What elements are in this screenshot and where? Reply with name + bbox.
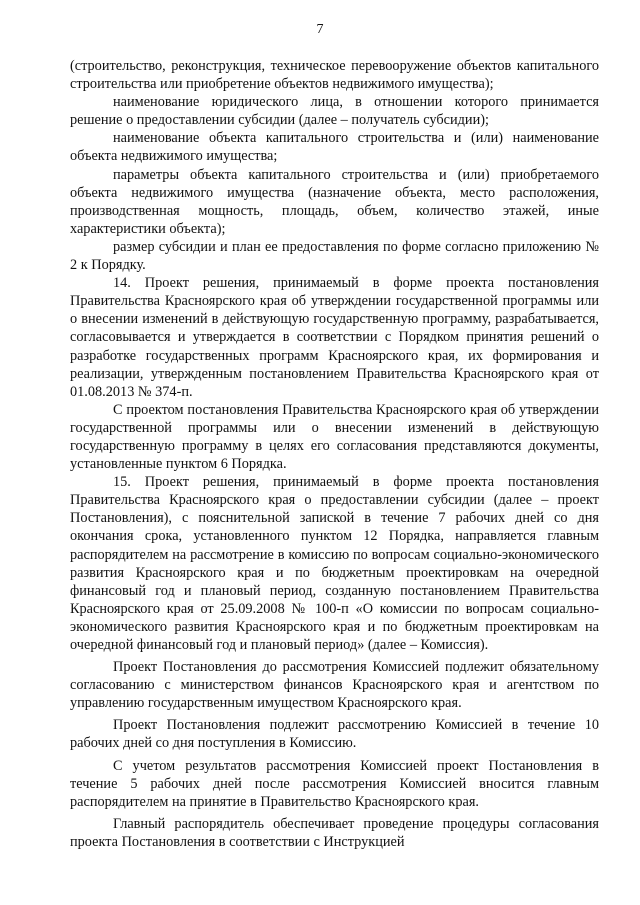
paragraph-object-parameters: параметры объекта капитального строительства и (или) приобретаемого объекта недвижимого имущества (назначение объекта, место расположения, производственная мощность, площадь, объем, количество этажей, иные характеристики объекта);: [70, 166, 599, 237]
paragraph-submission-to-government: С учетом результатов рассмотрения Комиссией проект Постановления в течение 5 рабочих дней после рассмотрения Комиссией вносится главным распорядителем на принятие в Правительство Красноярского края.: [70, 757, 599, 810]
paragraph-item-14-documents: С проектом постановления Правительства Красноярского края об утверждении государственной программы или о внесении изменений в действующую государственную программу в целях его согласования представляются документы, установленные пунктом 6 Порядка.: [70, 401, 599, 473]
paragraph-subsidy-size: размер субсидии и план ее предоставления по форме согласно приложению № 2 к Порядку.: [70, 238, 599, 274]
paragraph-approval-procedure: Главный распорядитель обеспечивает проведение процедуры согласования проекта Постановления в соответствии с Инструкцией: [70, 815, 599, 850]
paragraph-ministry-approval: Проект Постановления до рассмотрения Комиссией подлежит обязательному согласованию с министерством финансов Красноярского края и агентством по управлению государственным имуществом Красноярского края.: [70, 659, 599, 712]
paragraph-legal-entity-name: наименование юридического лица, в отношении которого принимается решение о предоставлении субсидии (далее – получатель субсидии);: [70, 94, 599, 129]
page-number: 7: [316, 22, 324, 37]
paragraph-commission-review: Проект Постановления подлежит рассмотрению Комиссией в течение 10 рабочих дней со дня поступления в Комиссию.: [70, 717, 599, 752]
paragraph-item-15: 15. Проект решения, принимаемый в форме проекта постановления Правительства Красноярского края о предоставлении субсидии (далее – проект Постановления), с пояснительной запиской в течение 7 рабочих дней со дня окончания срока, установленного пунктом 12 Порядка, направляется главным распорядителем на рассмотрение в комиссию по вопросам социально-экономического развития Красноярского края и по бюджетным проектировкам на очередной финансовый год и плановый период, созданную постановлением Правительства Красноярского края от 25.09.2008 № 100-п «О комиссии по вопросам социально-экономического развития Красноярского края и по бюджетным проектировкам на очередной финансовый год и плановый период» (далее – Комиссия).: [70, 474, 599, 653]
paragraph-item-14: 14. Проект решения, принимаемый в форме проекта постановления Правительства Красноярского края об утверждении государственной программы или о внесении изменений в действующую государственную программу, разрабатывается, согласовывается и утверждается в соответствии с Порядком принятия решений о разработке государственных программ Красноярского края, их формирования и реализации, утвержденным постановлением Правительства Красноярского края от 01.08.2013 № 374-п.: [70, 275, 599, 400]
paragraph-object-name: наименование объекта капитального строительства и (или) наименование объекта недвижимого имущества;: [70, 130, 599, 165]
paragraph-construction-types: (строительство, реконструкция, техническое перевооружение объектов капитального строительства или приобретение объектов недвижимого имущества);: [70, 58, 599, 93]
document-body: [70, 57, 599, 851]
